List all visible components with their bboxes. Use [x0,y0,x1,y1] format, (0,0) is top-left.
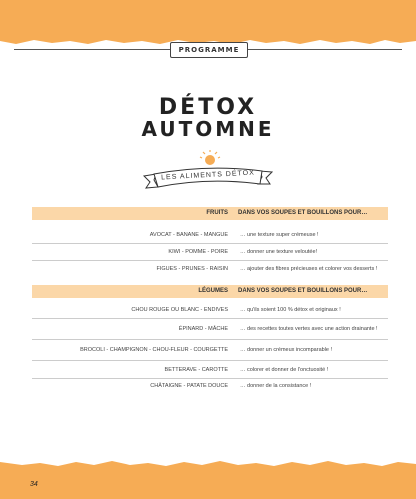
ribbon-label: LES ALIMENTS DÉTOX [161,169,255,182]
row-benefit: … une texture super crémeuse ! [240,232,319,238]
header-rule-right [248,49,402,50]
programme-header [0,42,416,58]
row-item: FIGUES - PRUNES - RAISIN [156,266,228,272]
bottom-orange-band [0,466,416,499]
row-benefit: … donner une texture veloutée! [240,249,318,255]
row-item: CHÂTAIGNE - PATATE DOUCE [150,383,228,389]
page-title-line2: AUTOMNE [141,117,275,141]
legumes-heading: LÉGUMES [198,288,228,294]
row-divider [32,360,388,361]
row-item: BETTERAVE - CAROTTE [164,367,228,373]
fruits-column-heading: DANS VOS SOUPES ET BOUILLONS POUR… [238,210,368,216]
row-benefit: … donner de la consistance ! [240,383,312,389]
header-rule-left [14,49,170,50]
table-row [32,261,388,277]
table-row [32,321,388,337]
table-row [32,302,388,318]
top-orange-band [0,0,416,40]
row-benefit: … des recettes toutes vertes avec une action drainante ! [240,326,378,332]
row-benefit: … colorer et donner de l'onctuosité ! [240,367,329,373]
row-benefit: … ajouter des fibres précieuses et colorer vos desserts ! [240,266,378,272]
fruits-table-header [32,207,388,220]
row-item: CHOU ROUGE OU BLANC - ENDIVES [131,307,228,313]
row-item: KIWI - POMME - POIRE [168,249,228,255]
table-row [32,378,388,394]
legumes-column-heading: DANS VOS SOUPES ET BOUILLONS POUR… [238,288,368,294]
row-item: BROCOLI - CHAMPIGNON - CHOU-FLEUR - COURGETTE [80,347,228,353]
page-number: 34 [30,481,38,488]
row-divider [32,318,388,319]
fruits-heading: FRUITS [206,210,228,216]
table-row [32,244,388,260]
programme-label: PROGRAMME [170,42,248,58]
row-divider [32,339,388,340]
row-benefit: … donner un crémeux incomparable ! [240,347,333,353]
page-title-line1: DÉTOX [158,95,258,120]
table-row [32,362,388,378]
row-benefit: … qu'ils soient 100 % détox et originaux ! [240,307,341,313]
table-row [32,227,388,243]
row-item: ÉPINARD - MÂCHE [178,326,228,332]
legumes-table-header [32,285,388,298]
row-item: AVOCAT - BANANE - MANGUE [149,232,228,238]
table-row [32,342,388,358]
